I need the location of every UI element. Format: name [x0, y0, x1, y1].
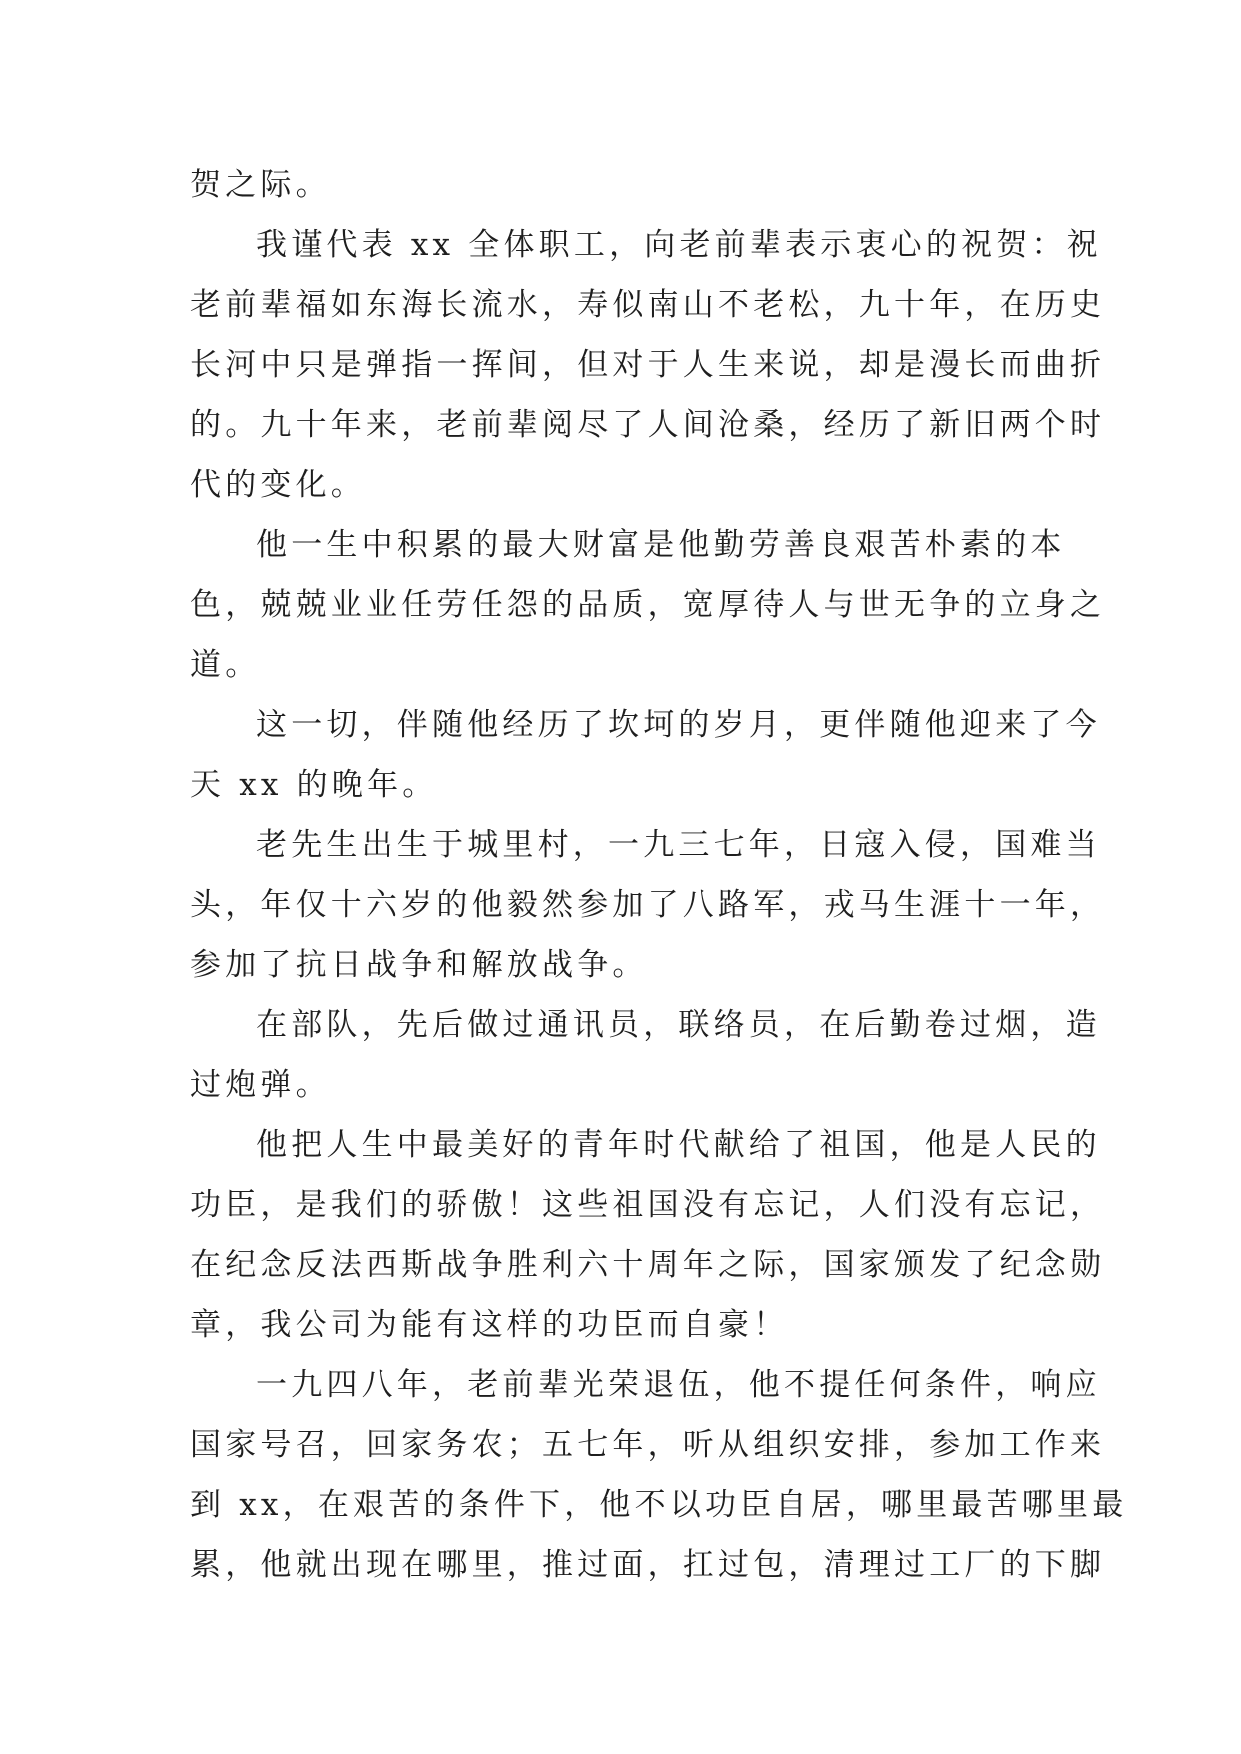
- text-line: 章，我公司为能有这样的功臣而自豪！: [190, 1307, 789, 1343]
- text-line: 到 xx，在艰苦的条件下，他不以功臣自居，哪里最苦哪里最: [190, 1487, 1128, 1523]
- text-line: 色，兢兢业业任劳任怨的品质，宽厚待人与世无争的立身之: [190, 587, 1106, 623]
- text-line: 在部队，先后做过通讯员，联络员，在后勤卷过烟，造: [256, 1007, 1101, 1043]
- text-line: 功臣，是我们的骄傲！这些祖国没有忘记，人们没有忘记，: [190, 1187, 1106, 1223]
- text-line: 在纪念反法西斯战争胜利六十周年之际，国家颁发了纪念勋: [190, 1247, 1106, 1283]
- text-line: 天 xx 的晚年。: [190, 767, 438, 803]
- text-line: 这一切，伴随他经历了坎坷的岁月，更伴随他迎来了今: [256, 707, 1101, 743]
- text-line: 代的变化。: [190, 467, 366, 503]
- document-body: [190, 155, 1128, 1595]
- text-line: 他一生中积累的最大财富是他勤劳善良艰苦朴素的本: [256, 527, 1066, 563]
- text-line: 一九四八年，老前辈光荣退伍，他不提任何条件，响应: [256, 1367, 1101, 1403]
- text-line: 长河中只是弹指一挥间，但对于人生来说，却是漫长而曲折: [190, 347, 1106, 383]
- text-line: 我谨代表 xx 全体职工，向老前辈表示衷心的祝贺：祝: [256, 227, 1102, 263]
- text-line: 他把人生中最美好的青年时代献给了祖国，他是人民的: [256, 1127, 1101, 1163]
- text-line: 头，年仅十六岁的他毅然参加了八路军，戎马生涯十一年，: [190, 887, 1106, 923]
- text-line: 国家号召，回家务农；五七年，听从组织安排，参加工作来: [190, 1427, 1106, 1463]
- text-line: 累，他就出现在哪里，推过面，扛过包，清理过工厂的下脚: [190, 1547, 1106, 1583]
- text-line: 的。九十年来，老前辈阅尽了人间沧桑，经历了新旧两个时: [190, 407, 1106, 443]
- text-line: 道。: [190, 647, 261, 683]
- text-line: 过炮弹。: [190, 1067, 331, 1103]
- text-line: 参加了抗日战争和解放战争。: [190, 947, 648, 983]
- text-line: 老前辈福如东海长流水，寿似南山不老松，九十年，在历史: [190, 287, 1106, 323]
- text-line: 老先生出生于城里村，一九三七年，日寇入侵，国难当: [256, 827, 1101, 863]
- text-line: 贺之际。: [190, 167, 331, 203]
